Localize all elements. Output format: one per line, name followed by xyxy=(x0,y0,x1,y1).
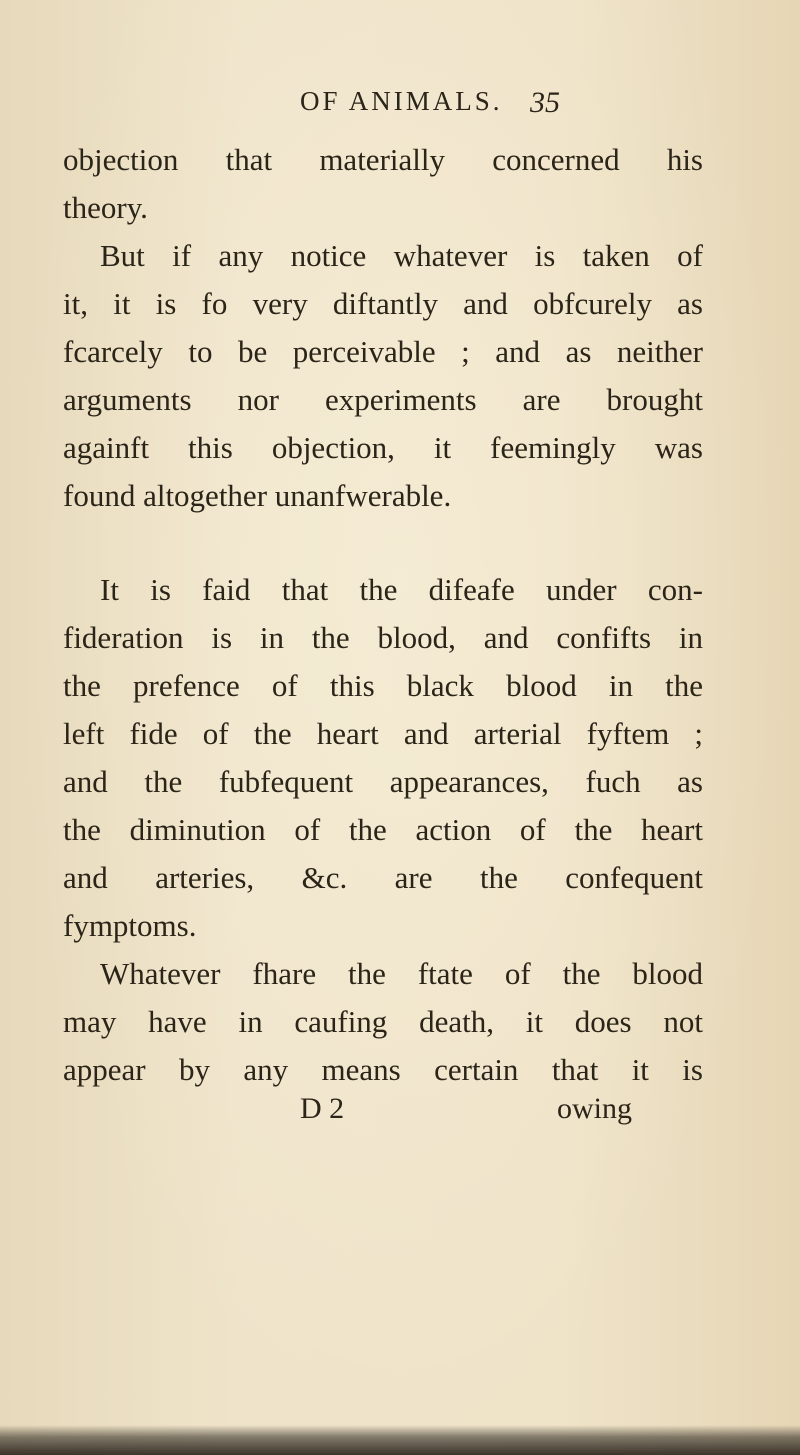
page-number: 35 xyxy=(530,86,560,119)
running-title: OF ANIMALS. xyxy=(300,86,503,116)
catchword: owing xyxy=(557,1092,632,1125)
text-line: the diminution of the action of the heart xyxy=(63,812,703,847)
text-line: It is faid that the difeafe under con- xyxy=(100,572,703,607)
text-line: theory. xyxy=(63,190,148,225)
text-line: fideration is in the blood, and confifts in xyxy=(63,620,703,655)
text-line: left fide of the heart and arterial fyftem ; xyxy=(63,716,703,751)
text-line: found altogether unanfwerable. xyxy=(63,478,452,513)
page-bottom-edge xyxy=(0,1425,800,1455)
text-line: objection that materially concerned his xyxy=(63,142,703,177)
text-line: and the fubfequent appearances, fuch as xyxy=(63,764,703,799)
text-line: the prefence of this black blood in the xyxy=(63,668,703,703)
text-line: fymptoms. xyxy=(63,908,197,943)
text-line: Whatever fhare the ftate of the blood xyxy=(100,956,703,991)
signature-mark: D 2 xyxy=(300,1092,345,1125)
text-line: againft this objection, it feemingly was xyxy=(63,430,703,465)
text-line: arguments nor experiments are brought xyxy=(63,382,703,417)
text-line: it, it is fo very diftantly and obfcurely as xyxy=(63,286,703,321)
text-line: and arteries, &c. are the confequent xyxy=(63,860,703,895)
running-head xyxy=(0,86,800,126)
text-line: may have in caufing death, it does not xyxy=(63,1004,703,1039)
text-line: fcarcely to be perceivable ; and as neither xyxy=(63,334,703,369)
text-line: But if any notice whatever is taken of xyxy=(100,238,703,273)
text-line: appear by any means certain that it is xyxy=(63,1052,703,1087)
